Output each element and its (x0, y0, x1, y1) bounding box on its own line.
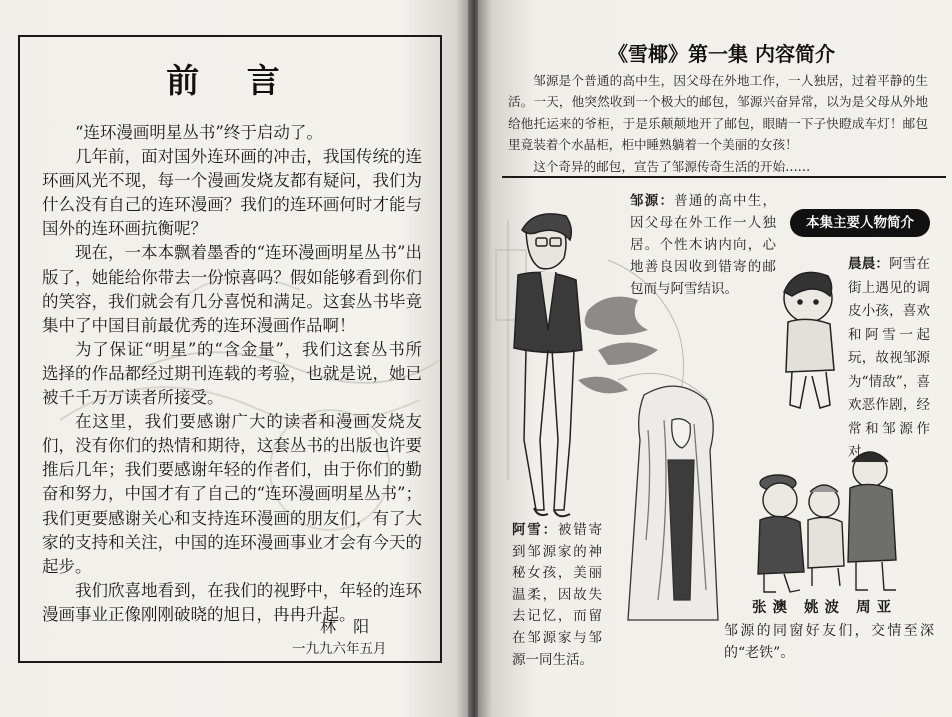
zouyuan-figure (514, 214, 582, 516)
character-desc: 被错寄到邹源家的神秘女孩，美丽温柔，因故失去记忆，而留在邹源家与邹源一同生活。 (512, 522, 603, 668)
character-name: 晨晨： (848, 256, 890, 272)
left-page (0, 0, 470, 717)
right-page (478, 0, 952, 717)
page-title: 前 言 (166, 61, 298, 100)
summary-paragraph: 邹源是个普通的高中生，因父母在外地工作，一人独居，过着平静的生活。一天，他突然收到一个极大的邮包，邹源兴奋异常，以为是父母从外地给他托运来的爷柜，于是乐颠颠地开了邮包，眼睛一下子快瞪成车灯！邮包里竟装着个水晶柜，柜中睡熟躺着一个美丽的女孩！ (508, 73, 928, 153)
character-axue (512, 520, 602, 671)
summary-paragraph: 这个奇异的邮包，宣告了邹源传奇生活的开始…… (533, 158, 811, 174)
friends-desc: 邹源的同窗好友们，交情至深的“老铁”。 (724, 623, 934, 661)
character-desc: 普通的高中生，因父母在外工作一人独居。个性木讷内向，心地善良因收到错寄的邮包而与阿雪结识。 (630, 193, 777, 297)
preface-paragraph: 我们欣喜地看到，在我们的视野中，年轻的连环漫画事业正像刚刚破晓的旭日，冉冉升起。 (42, 580, 422, 624)
chenchen-figure (784, 272, 834, 408)
preface-paragraph: “连环漫画明星丛书”终于启动了。 (75, 123, 323, 142)
signature: 林 阳 (320, 617, 376, 636)
character-desc: 阿雪在街上遇见的调皮小孩，喜欢和阿雪一起玩，故视邹源为“情敌”，喜欢恶作剧，经常和邹源作对。 (848, 256, 931, 460)
character-zouyuan (630, 190, 776, 300)
character-chenchen (848, 253, 930, 465)
friends-names: 张澳 姚波 周亚 (752, 599, 898, 616)
divider (502, 176, 946, 178)
preface-paragraph: 为了保证“明星”的“含金量”，我们这套丛书所选择的作品都经过期刊连载的考验，也就是说，她已被千千万万读者所接受。 (42, 339, 422, 408)
date: 一九九六年五月 (292, 641, 387, 657)
preface-frame (18, 35, 442, 663)
axue-figure (628, 386, 718, 620)
character-name: 邹源： (630, 193, 675, 209)
preface-paragraph: 现在，一本本飘着墨香的“连环漫画明星丛书”出版了，她能给你带去一份惊喜吗？假如能够看到你们的笑容，我们就会有几分喜悦和满足。这套丛书毕竟集中了中国目前最优秀的连环漫画作品啊！ (42, 243, 422, 335)
preface-paragraph: 在这里，我们要感谢广大的读者和漫画发烧友们，没有你们的热情和期待，这套丛书的出版也许要推后几年；我们要感谢年轻的作者们，由于你们的勤奋和努力，中国才有了自己的“连环漫画明星丛书”；我们更要感谢关心和支持连环漫画的朋友们，有了大家的支持和关注，中国的连环漫画事业才会有今天的起步。 (42, 412, 422, 576)
preface-text (42, 121, 422, 627)
summary-text (508, 70, 928, 177)
character-intro-badge: 本集主要人物简介 (790, 209, 930, 237)
preface-paragraph: 几年前，面对国外连环画的冲击，我国传统的连环画风光不现，每一个漫画发烧友都有疑问，我们为什么没有自己的连环漫画？我们的连环画何时才能与国外的连环画抗衡呢？ (42, 147, 422, 239)
character-name: 阿雪： (512, 522, 558, 538)
friends-figures (758, 452, 896, 592)
page-title: 《雪椰》第一集 内容简介 (608, 42, 835, 66)
